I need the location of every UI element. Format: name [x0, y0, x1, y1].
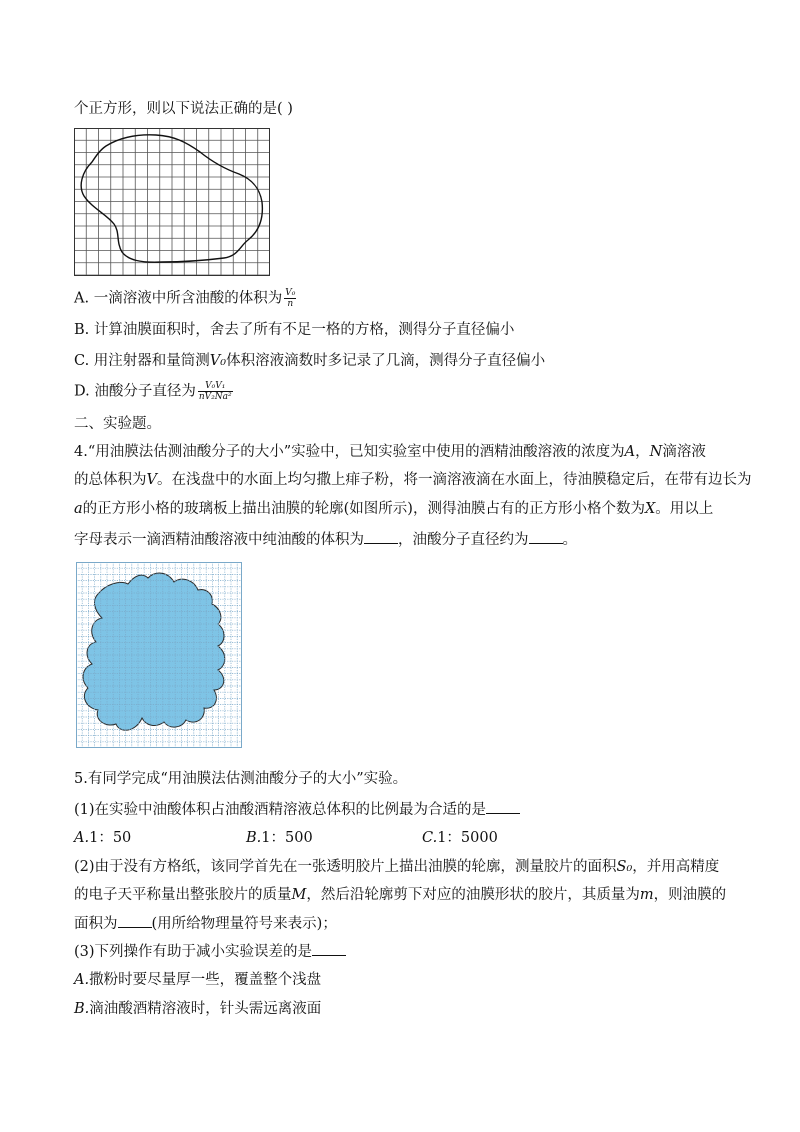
q3-grid-figure	[74, 128, 270, 276]
answer-blank[interactable]	[312, 941, 346, 956]
answer-blank[interactable]	[118, 913, 152, 928]
q3-option-c: C. 用注射器和量筒测V₀体积溶液滴数时多记录了几滴，测得分子直径偏小	[74, 353, 546, 369]
q5-option-b: B.1：500	[246, 830, 313, 846]
q3-option-a: A. 一滴溶液中所含油酸的体积为 $\frac{\text{V₀}}{n}$	[74, 288, 296, 309]
q5-part-2-line-3: 面积为 (用所给物理量符号来表示)；	[74, 913, 337, 934]
q4-line-3: a的正方形小格的玻璃板上描出油膜的轮廓(如图所示)，测得油膜占有的正方形小格个数为X。用以上	[74, 501, 714, 517]
q4-line-2: 的总体积为V。在浅盘中的水面上均匀撒上痱子粉，将一滴溶液滴在水面上，待油膜稳定后，在带有边长为	[74, 472, 752, 488]
q4-line-4: 字母表示一滴酒精油酸溶液中纯油酸的体积为 ，油酸分子直径约为 。	[74, 529, 577, 550]
fraction: $\frac{\text{V₀}}{n}$	[285, 288, 296, 309]
q5-part-2-line-2: 的电子天平称量出整张胶片的质量M，然后沿轮廓剪下对应的油膜形状的胶片，其质量为m，则油膜的	[74, 887, 727, 903]
q3-option-d: D. 油酸分子直径为 $\frac{\text{V₀V₁}}{\text{nV₂Na²}}$	[74, 381, 232, 402]
q5-option-a: A.1：50	[74, 830, 132, 846]
q4-oil-film	[83, 573, 225, 730]
q3-stem: 个正方形，则以下说法正确的是( )	[74, 101, 293, 117]
q5-part-2-line-1: (2)由于没有方格纸，该同学首先在一张透明胶片上描出油膜的轮廓，测量胶片的面积S₀，并用高精度	[74, 859, 720, 875]
answer-blank[interactable]	[364, 529, 398, 544]
fraction: $\frac{\text{V₀V₁}}{\text{nV₂Na²}}$	[198, 381, 232, 402]
q5-part-3: (3)下列操作有助于减小实验误差的是	[74, 941, 346, 962]
q5-part-3-option-b: B.滴油酸酒精溶液时，针头需远离液面	[74, 1001, 322, 1017]
q5-title: 5.有同学完成“用油膜法估测油酸分子的大小”实验。	[74, 771, 408, 787]
q5-option-c: C.1：5000	[422, 830, 498, 846]
q4-oil-film-figure	[76, 562, 242, 748]
q5-part-3-option-a: A.撒粉时要尽量厚一些，覆盖整个浅盘	[74, 972, 322, 988]
section-title: 二、实验题。	[74, 416, 161, 432]
q3-option-b: B. 计算油膜面积时，舍去了所有不足一格的方格，测得分子直径偏小	[74, 322, 515, 338]
answer-blank[interactable]	[486, 799, 520, 814]
q5-part-1: (1)在实验中油酸体积占油酸酒精溶液总体积的比例最为合适的是	[74, 799, 520, 820]
answer-blank[interactable]	[529, 529, 563, 544]
q4-line-1: 4.“用油膜法估测油酸分子的大小”实验中，已知实验室中使用的酒精油酸溶液的浓度为A，N滴溶液	[74, 444, 706, 460]
